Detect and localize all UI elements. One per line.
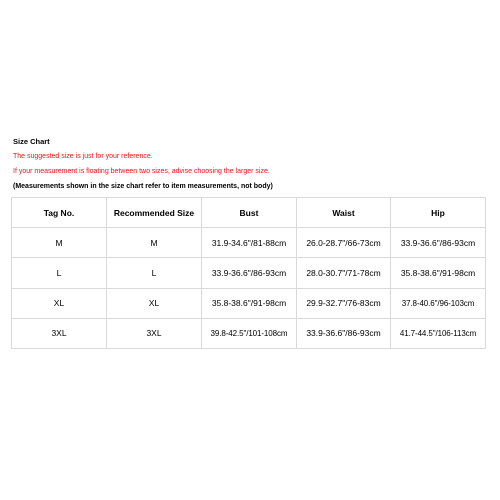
cell-hip: 35.8-38.6"/91-98cm: [391, 258, 486, 288]
table-row: [12, 258, 486, 288]
between-sizes-note: If your measurement is floating between two sizes, advise choosing the larger size.: [13, 168, 270, 175]
cell-tag-no: 3XL: [12, 318, 107, 348]
cell-hip: 41.7-44.5"/106-113cm: [391, 318, 486, 348]
header-bust: Bust: [202, 198, 297, 228]
size-chart-title: Size Chart: [13, 137, 50, 146]
header-waist: Waist: [297, 198, 391, 228]
header-recommended-size: Recommended Size: [107, 198, 202, 228]
header-tag-no: Tag No.: [12, 198, 107, 228]
measurement-basis-note: (Measurements shown in the size chart refer to item measurements, not body): [13, 183, 273, 190]
cell-waist: 28.0-30.7"/71-78cm: [297, 258, 391, 288]
cell-tag-no: XL: [12, 288, 107, 318]
cell-hip: 37.8-40.6"/96-103cm: [391, 288, 486, 318]
cell-tag-no: L: [12, 258, 107, 288]
cell-bust: 39.8-42.5"/101-108cm: [202, 318, 297, 348]
suggestion-note: The suggested size is just for your reference.: [13, 153, 153, 160]
cell-recommended-size: XL: [107, 288, 202, 318]
header-hip: Hip: [391, 198, 486, 228]
cell-recommended-size: L: [107, 258, 202, 288]
table-header-row: [12, 198, 486, 228]
table-row: [12, 228, 486, 258]
table-row: [12, 288, 486, 318]
cell-waist: 29.9-32.7"/76-83cm: [297, 288, 391, 318]
size-table: [11, 197, 486, 349]
table-row: [12, 318, 486, 348]
cell-bust: 31.9-34.6"/81-88cm: [202, 228, 297, 258]
cell-waist: 26.0-28.7"/66-73cm: [297, 228, 391, 258]
cell-bust: 35.8-38.6"/91-98cm: [202, 288, 297, 318]
cell-waist: 33.9-36.6"/86-93cm: [297, 318, 391, 348]
cell-bust: 33.9-36.6"/86-93cm: [202, 258, 297, 288]
cell-recommended-size: 3XL: [107, 318, 202, 348]
cell-hip: 33.9-36.6"/86-93cm: [391, 228, 486, 258]
cell-tag-no: M: [12, 228, 107, 258]
cell-recommended-size: M: [107, 228, 202, 258]
